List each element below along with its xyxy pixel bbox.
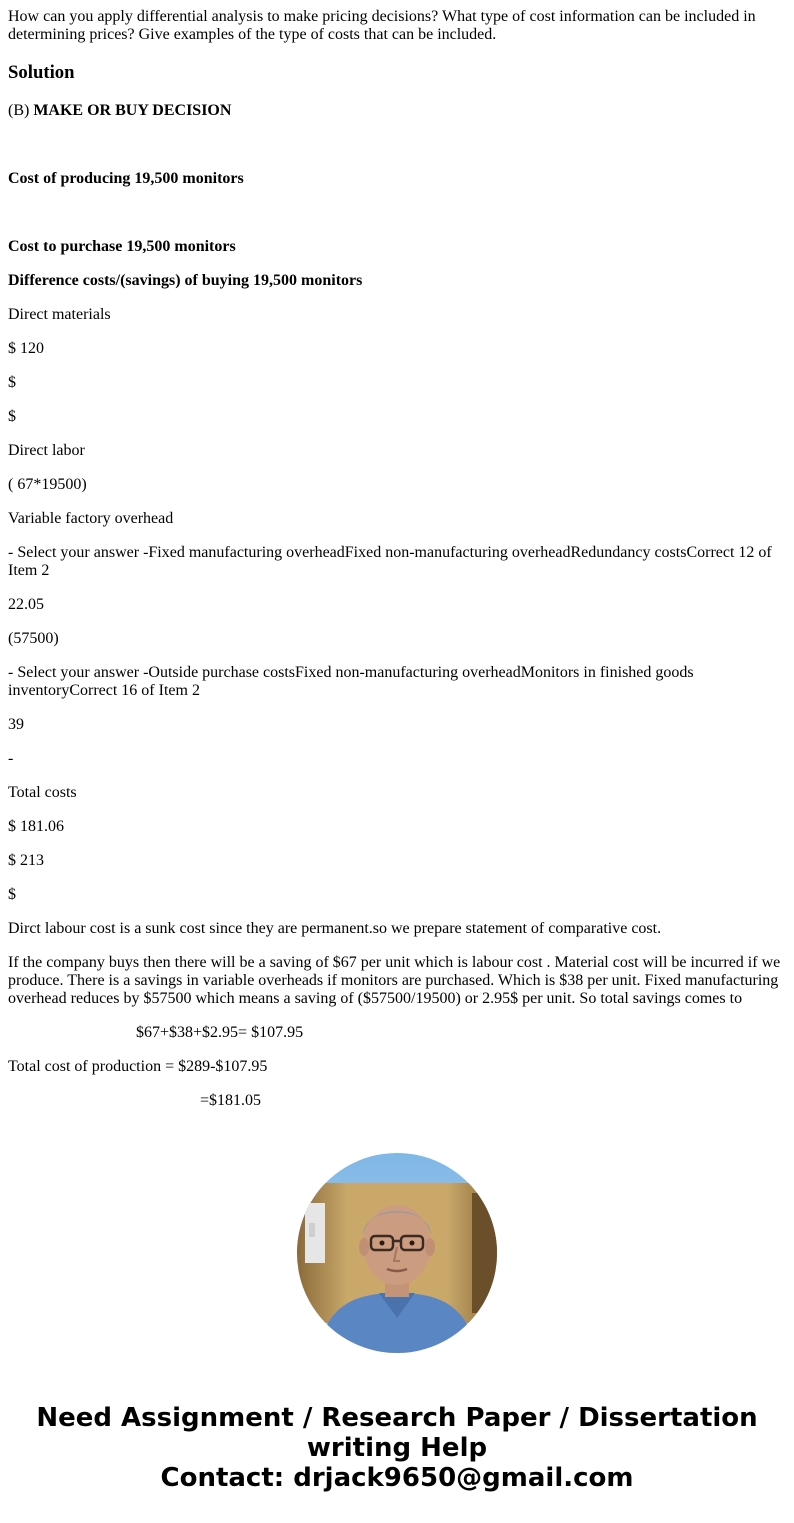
promo-line: Need Assignment / Research Paper / Dissertation bbox=[36, 1403, 758, 1433]
cell-value: $ bbox=[8, 886, 16, 903]
promo-banner bbox=[0, 1403, 794, 1493]
solution-heading: Solution bbox=[8, 62, 75, 83]
cell-value: - bbox=[8, 750, 14, 767]
question-text: How can you apply differential analysis to make pricing decisions? What type of cost information can be included in determining prices? Give examples of the type of costs that can be included. bbox=[8, 8, 756, 43]
row-label-direct-materials: Direct materials bbox=[8, 306, 111, 323]
author-avatar bbox=[297, 1153, 497, 1353]
cell-value: (57500) bbox=[8, 630, 59, 647]
answer-select-text: - Select your answer -Outside purchase costsFixed non-manufacturing overheadMonitors in finished goods inventoryCorrect 16 of Item 2 bbox=[8, 664, 694, 699]
promo-line: writing Help bbox=[306, 1433, 488, 1463]
cell-value: 22.05 bbox=[8, 596, 44, 613]
section-heading bbox=[8, 102, 786, 120]
column-header-produce: Cost of producing 19,500 monitors bbox=[8, 170, 244, 187]
cell-value: $ bbox=[8, 408, 16, 425]
cell-value: $ 120 bbox=[8, 340, 44, 357]
row-label-direct-labor: Direct labor bbox=[8, 442, 85, 459]
calc-line: Total cost of production = $289-$107.95 bbox=[8, 1058, 268, 1075]
blank-line bbox=[8, 204, 786, 222]
row-label-variable-overhead: Variable factory overhead bbox=[8, 510, 174, 527]
column-header-difference: Difference costs/(savings) of buying 19,500 monitors bbox=[8, 272, 363, 289]
section-title: MAKE OR BUY DECISION bbox=[33, 102, 232, 119]
cell-value: $ 181.06 bbox=[8, 818, 64, 835]
row-label-total-costs: Total costs bbox=[8, 784, 77, 801]
cell-value: 39 bbox=[8, 716, 24, 733]
document-body bbox=[8, 8, 786, 1126]
calc-line: $67+$38+$2.95= $107.95 bbox=[136, 1024, 304, 1041]
promo-contact-line: Contact: drjack9650@gmail.com bbox=[160, 1463, 634, 1493]
author-portrait-image bbox=[297, 1153, 497, 1353]
cell-value: $ 213 bbox=[8, 852, 44, 869]
column-header-purchase: Cost to purchase 19,500 monitors bbox=[8, 238, 236, 255]
cell-value: ( 67*19500) bbox=[8, 476, 87, 493]
answer-select-text: - Select your answer -Fixed manufacturing overheadFixed non-manufacturing overheadRedundancy costsCorrect 12 of Item 2 bbox=[8, 544, 772, 579]
calc-line: =$181.05 bbox=[200, 1092, 262, 1109]
blank-line bbox=[8, 136, 786, 154]
explanation-paragraph: If the company buys then there will be a saving of $67 per unit which is labour cost . Material cost will be incurred if we produce. There is a savings in variable overheads if monitors are purchased. Which is $38 per unit. Fixed manufacturing overhead reduces by $57500 which means a saving of ($57500/19500) or 2.95$ per unit. So total savings comes to bbox=[8, 954, 781, 1007]
explanation-paragraph: Dirct labour cost is a sunk cost since they are permanent.so we prepare statement of comparative cost. bbox=[8, 920, 662, 937]
section-prefix: (B) bbox=[8, 102, 30, 119]
cell-value: $ bbox=[8, 374, 16, 391]
